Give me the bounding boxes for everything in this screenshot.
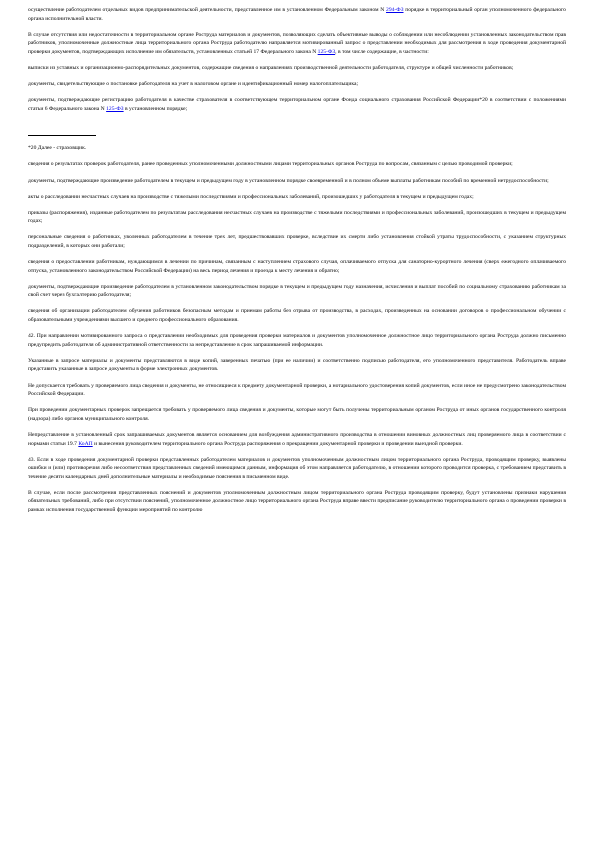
- paragraph: документы, подтверждающие произведение работодателем в текущем и предыдущем году в установленном порядке своевременной и в полном объеме выплаты работникам пособий по временной нетрудоспособности;: [28, 177, 549, 184]
- paragraph: Указанные в запросе материалы и документы представляются в виде копий, заверенных печатью (при ее наличии) и соответственно подписью работодателя, его уполномоченного представителя. Работодатель вправе представить указанные в запросе документы в форме электронных документов.: [28, 357, 566, 373]
- law-link[interactable]: 125-ФЗ: [106, 105, 124, 112]
- paragraph: 43. Если в ходе проведения документарной проверки представленных работодателем материалов и документов уполномоченным должностным лицом территориального органа Роструда, проводящим проверку, выявлены ошибки и (или) противоречия либо несоответствия представленных сведений имеющимся данным, информация об этом направляется работодателю, в отношении которого проводится проверка, с требованием представить в течение десяти календарных дней дополнительные материалы и необходимые пояснения в письменном виде.: [28, 456, 566, 480]
- paragraph: документы, подтверждающие регистрацию работодателя в качестве страхователя в соответствующем территориальном органе Фонда социального страхования Российской Федерации*20 в соответствии с положениями статьи 6 Федерального закона N 125-ФЗ в установленном порядке;: [28, 97, 566, 112]
- paragraph: сведения об организации работодателем обучения работников безопасным методам и приемам работы без отрыва от производства, в расходах, произведенных на основании договоров о профессиональном обучении с образовательными учреждениями высшего и среднего профессионального образования.: [28, 308, 566, 324]
- paragraph: акты о расследовании несчастных случаев на производстве с тяжелыми последствиями и профессиональных заболеваний, произошедших у работодателя в текущем и предыдущем годах;: [28, 193, 474, 200]
- paragraph: В случае отсутствия или недостаточности в территориальном органе Роструда материалов и документов, позволяющих сделать объективные выводы о соблюдении или несоблюдении установленных законодательством прав работников, уполномоченные должностные лица территориального органа Роструда работодателю направляется мотивированный запрос о представлении необходимых для рассмотрения в ходе проведения документарной проверки документов, подтверждающих исполнение им обязательств, установленных статьей 17 Федерального закона N 125-ФЗ, в том числе содержащие, в частности:: [28, 31, 566, 55]
- paragraph: выписки из уставных и организационно-распорядительных документов, содержащие сведения о направлениях производственной деятельности работодателя, структуре и общей численности работников;: [28, 64, 514, 71]
- paragraph: сведения о предоставлении работникам, нуждающимся в лечении по причинам, связанным с наступлением страхового случая, оплачиваемого отпуска для санаторно-курортного лечения (сверх ежегодного оплачиваемого отпуска, установленного законодательством Российской Федерации) на весь период лечения и проезда к месту лечения и обратно;: [28, 259, 566, 274]
- law-link[interactable]: КоАП: [78, 440, 93, 447]
- paragraph: приказы (распоряжения), изданные работодателем по результатам расследования несчастных случаев на производстве с тяжелыми последствиями и профессиональных заболеваний, произошедших в текущем и предыдущем годах;: [28, 209, 566, 225]
- paragraph: Не допускается требовать у проверяемого лица сведения и документы, не относящиеся к предмету документарной проверки, а нотариального удостоверения копий документов, если иное не предусмотрено законодательством Российской Федерации.: [28, 382, 566, 398]
- document-page: [28, 6, 566, 522]
- paragraph: персональные сведения о работниках, уволенных работодателем в течение трех лет, предшествовавших проверке, вследствие их смерти либо установления стойкой утраты трудоспособности, с указанием структурных подразделений, в которых они работали;: [28, 234, 566, 249]
- footnote-divider: [28, 135, 96, 136]
- paragraph: Непредставление в установленный срок запрашиваемых документов является основанием для возбуждения административного производства в отношении виновных должностных лиц проверяемого лица в соответствии с нормами статьи 19.7 КоАП и вынесения руководителем территориального органа Роструда распоряжения о прекращении документарной проверки и проведении выездной проверки.: [28, 431, 566, 447]
- footnote-text: *20 Далее - страховщик.: [28, 145, 87, 152]
- paragraph: документы, свидетельствующие о постановке работодателя на учет в налоговом органе и идентификационный номер налогоплательщика;: [28, 81, 359, 88]
- paragraph: При проведении документарных проверок запрещается требовать у проверяемого лица сведения и документы, которые могут быть получены территориальным органом Роструда от иных органов государственного контроля (надзора) либо органов муниципального контроля.: [28, 407, 566, 422]
- law-link[interactable]: 294-ФЗ: [386, 7, 404, 13]
- paragraph: 42. При направлении мотивированного запроса о представлении необходимых для проведения проверки материалов и документов уполномоченное должностное лицо территориального органа Роструда должно письменно предупредить работодателя об административной ответственности за непредставление в срок запрашиваемой информации.: [28, 333, 566, 348]
- paragraph: документы, подтверждающие произведение работодателем в установленном законодательством порядке в текущем и предыдущем году назначения, исчисления и выплат пособий по социальному страхованию работникам за свой счет через бухгалтерию работодателя;: [28, 283, 566, 299]
- paragraph: В случае, если после рассмотрения представленных пояснений и документов уполномоченным должностным лицом территориального органа Роструда проводящим проверку, будут установлены признаки нарушения обязательных требований, либо при отсутствии пояснений, уполномоченное должностное лицо территориального органа Роструда вправе ввести предписание руководителю территориального органа о проведении проверки в рамках исполнения государственной функции мероприятий по контролю: [28, 489, 566, 514]
- paragraph: осуществление работодателем отдельных видов предпринимательской деятельности, представленное им в установленном Федеральным законом N 294-ФЗ порядке в территориальный орган уполномоченного федерального органа исполнительной власти.: [28, 7, 566, 22]
- paragraph: сведения о результатах проверок работодателя, ранее проведенных уполномоченными должностными лицами территориальных органов Роструда по вопросам, связанным с целью проводимой проверки;: [28, 161, 513, 168]
- law-link[interactable]: 125-ФЗ: [317, 48, 336, 55]
